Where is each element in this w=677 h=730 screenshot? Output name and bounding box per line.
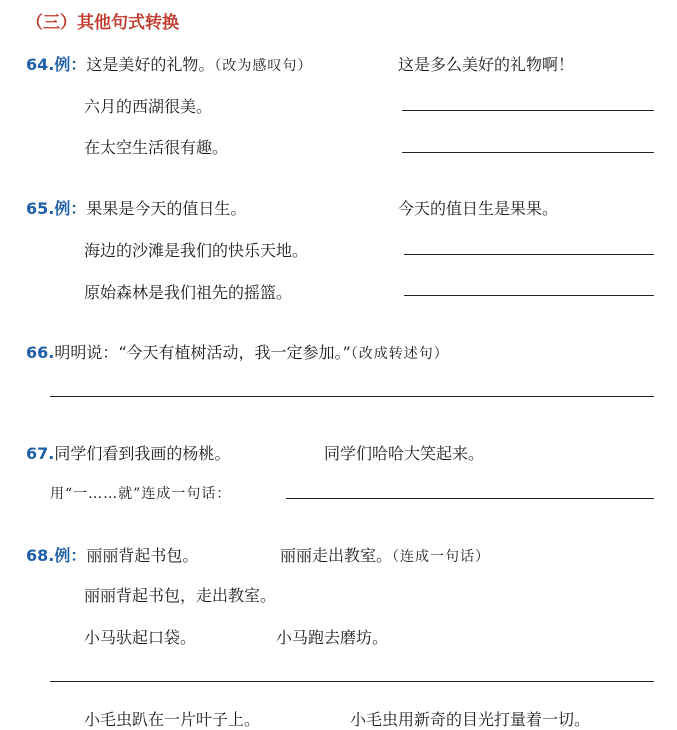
question-number: 64. — [26, 55, 55, 74]
question-number: 68. — [26, 546, 55, 565]
answer-line[interactable] — [404, 295, 654, 296]
sentence-b: 同学们哈哈大笑起来。 — [324, 444, 485, 463]
sentence-a: 同学们看到我画的杨桃。 — [54, 444, 231, 463]
example-answer: 这是多么美好的礼物啊！ — [398, 55, 575, 74]
instruction: （改为感叹句） — [214, 58, 313, 74]
example-label: 例： — [54, 199, 87, 218]
exercise-item: 六月的西湖很美。 — [84, 97, 213, 116]
answer-line[interactable] — [50, 681, 654, 682]
sentence-a: 丽丽背起书包。 — [86, 546, 199, 565]
section-title: （三）其他句式转换 — [26, 13, 179, 33]
exercise-item: 小毛虫用新奇的目光打量着一切。 — [350, 710, 591, 729]
answer-line[interactable] — [402, 110, 654, 111]
instruction: 用“一……就”连成一句话： — [50, 486, 232, 502]
question-68 — [26, 543, 198, 566]
exercise-item: 原始森林是我们祖先的摇篮。 — [84, 283, 293, 302]
sentence-b: 丽丽走出教室。 — [280, 546, 393, 565]
example-label: 例： — [54, 55, 87, 74]
question-number: 65. — [26, 199, 55, 218]
question-64 — [26, 52, 312, 75]
answer-line[interactable] — [402, 152, 654, 153]
exercise-item: 小马跑去磨坊。 — [276, 628, 389, 647]
question-number: 66. — [26, 343, 55, 362]
example-label: 例： — [54, 546, 87, 565]
instruction: （连成一句话） — [392, 549, 491, 565]
example-sentence: 果果是今天的值日生。 — [86, 199, 247, 218]
question-text: 明明说：“今天有植树活动，我一定参加。” — [54, 343, 351, 362]
exercise-item: 小马驮起口袋。 — [84, 628, 197, 647]
answer-line[interactable] — [50, 396, 654, 397]
question-66 — [26, 340, 449, 363]
example-answer: 今天的值日生是果果。 — [398, 199, 559, 218]
exercise-item: 在太空生活很有趣。 — [84, 138, 229, 157]
example-answer: 丽丽背起书包，走出教室。 — [84, 586, 277, 605]
question-65 — [26, 196, 246, 219]
exercise-item: 海边的沙滩是我们的快乐天地。 — [84, 241, 309, 260]
instruction: （改成转述句） — [350, 346, 449, 362]
question-67 — [26, 441, 230, 464]
question-number: 67. — [26, 444, 55, 463]
question-68-part-b — [280, 543, 490, 566]
answer-line[interactable] — [286, 498, 654, 499]
exercise-item: 小毛虫趴在一片叶子上。 — [84, 710, 261, 729]
example-sentence: 这是美好的礼物。 — [86, 55, 215, 74]
answer-line[interactable] — [404, 254, 654, 255]
